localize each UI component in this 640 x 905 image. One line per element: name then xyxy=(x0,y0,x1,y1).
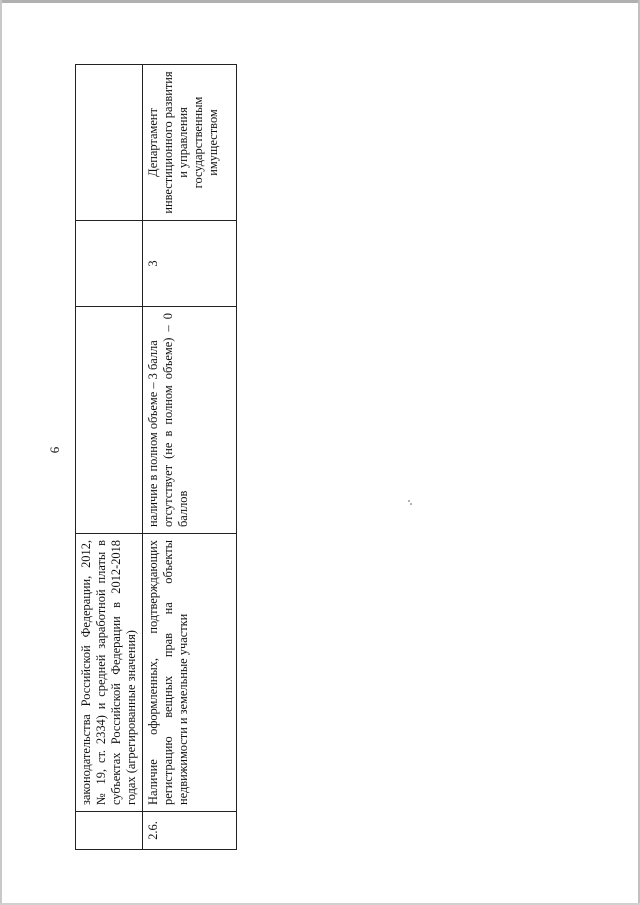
cell-score xyxy=(76,221,143,307)
cell-number: 2.6. xyxy=(143,812,237,850)
scan-speck xyxy=(408,500,410,502)
table-row-2-6 xyxy=(143,65,237,850)
cell-criteria xyxy=(143,307,237,534)
scan-speck xyxy=(410,503,412,505)
criteria-table xyxy=(75,64,237,850)
criteria-line-absent: отсутствует (не в полном объеме) – 0 баллов xyxy=(161,313,190,527)
rotated-table xyxy=(75,65,225,850)
scan-edge-top xyxy=(0,0,640,3)
criteria-line-full: наличие в полном объеме – 3 балла xyxy=(146,340,160,527)
cell-indicator-name xyxy=(143,534,237,812)
page-number: 6 xyxy=(47,446,62,454)
indicator-name-text: законодательства Российской Федерации, 2012, № 19, ст. 2334) и средней заработной платы в субъектах Российской Федерации в 2012-2018 годах (агрегированные значения) xyxy=(79,540,138,805)
indicator-name-text: Наличие оформленных, подтверждающих регистрацию вещных прав на объекты недвижимости и земельные участки xyxy=(146,540,190,805)
cell-criteria xyxy=(76,307,143,534)
cell-department: Департамент инвестиционного развития и управления государственным имуществом xyxy=(143,65,237,221)
cell-department xyxy=(76,65,143,221)
scan-edge-left xyxy=(0,0,2,905)
cell-number xyxy=(76,812,143,850)
cell-indicator-name xyxy=(76,534,143,812)
table-row-continuation xyxy=(76,65,143,850)
cell-score: 3 xyxy=(143,221,237,307)
